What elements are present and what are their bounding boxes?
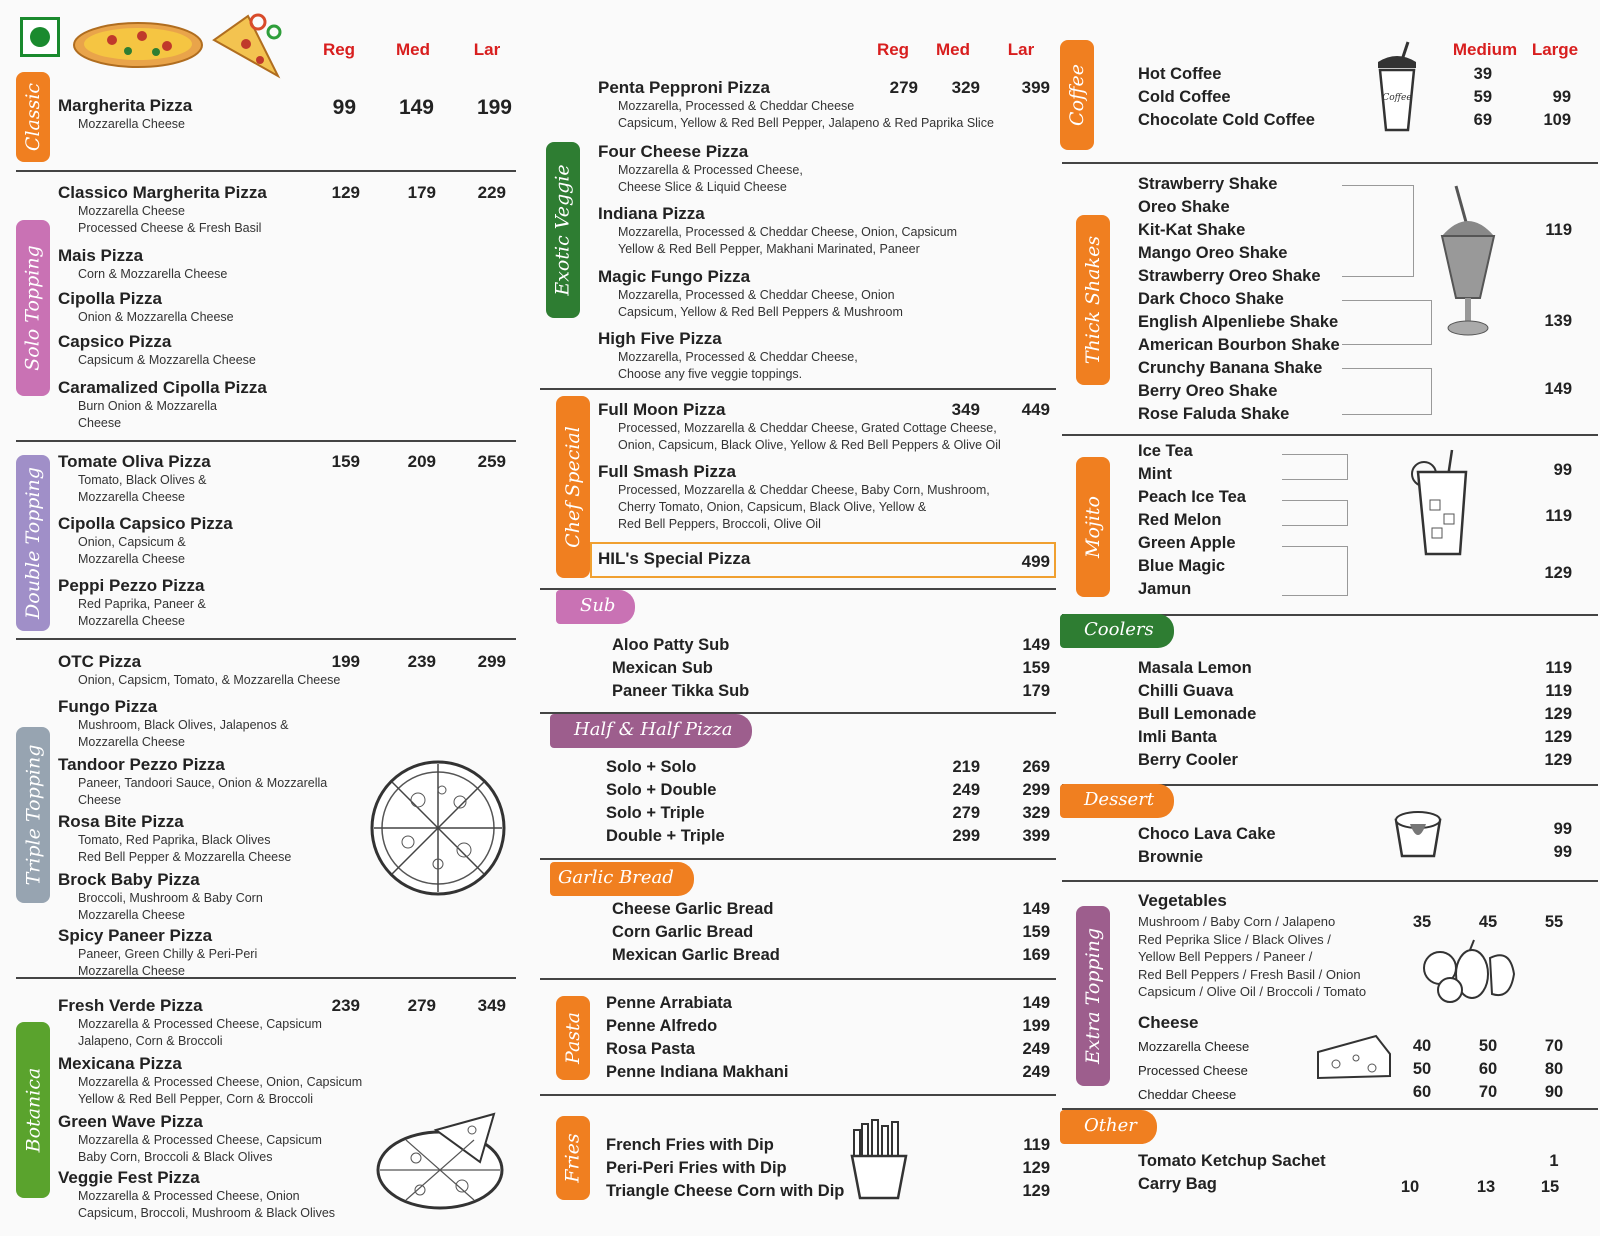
item-penne-indiana-makhani: Penne Indiana Makhani: [606, 1063, 789, 1081]
item-mojito: Blue Magic: [1138, 557, 1226, 575]
price-reg: 279: [889, 78, 918, 97]
shake-price-2: 139: [1544, 312, 1572, 330]
coffee-med-prices: [1452, 63, 1492, 132]
other-list: [1138, 1150, 1326, 1196]
item-mojito: Peach Ice Tea: [1138, 488, 1246, 506]
price: 249: [952, 781, 980, 799]
bracket: [1282, 454, 1348, 480]
fries-icon: [846, 1120, 912, 1200]
price: 50: [1478, 1037, 1498, 1055]
tab-coolers: Coolers: [1060, 614, 1174, 648]
coffee-cup-label: Coffee: [1382, 93, 1412, 103]
mojito-price-1: 99: [1553, 461, 1572, 479]
divider: [16, 638, 516, 640]
price-reg: 199: [331, 652, 360, 671]
divider: [540, 978, 1056, 980]
item-solo-double: Solo + Double: [606, 781, 717, 799]
divider: [1062, 162, 1598, 164]
pizza-column-1: [0, 0, 522, 1236]
price-reg: 99: [332, 96, 356, 119]
price: 279: [952, 804, 980, 822]
price: 99: [1553, 820, 1572, 838]
item-mozzarella-cheese: Mozzarella Cheese: [1138, 1039, 1250, 1054]
price: 129: [1544, 705, 1572, 723]
item-shake: Strawberry Oreo Shake: [1138, 267, 1321, 285]
tab-classic: Classic: [16, 72, 50, 162]
price: 60: [1478, 1060, 1498, 1078]
cheese-mid-prices: [1468, 1035, 1508, 1104]
tab-other: Other: [1060, 1110, 1157, 1144]
price: 269: [1022, 758, 1050, 776]
price: 99: [1552, 88, 1571, 106]
price: 249: [1022, 1040, 1050, 1058]
item-double-triple: Double + Triple: [606, 827, 725, 845]
veg-price-2: 45: [1478, 913, 1498, 931]
item-hot-coffee: Hot Coffee: [1138, 65, 1222, 83]
tab-pasta: Pasta: [556, 996, 590, 1080]
item-peri-peri-fries: Peri-Peri Fries with Dip: [606, 1159, 787, 1177]
divider: [540, 388, 1056, 390]
divider: [1062, 434, 1598, 436]
bracket: [1342, 300, 1432, 345]
price-med: 209: [407, 452, 436, 471]
item-peppi-pezzo: Peppi Pezzo Pizza Red Paprika, Paneer & Mozzarella Cheese: [58, 576, 206, 628]
item-penne-alfredo: Penne Alfredo: [606, 1017, 718, 1035]
tab-dessert: Dessert: [1060, 784, 1174, 818]
item-solo-triple: Solo + Triple: [606, 804, 705, 822]
tab-mojito: Mojito: [1076, 457, 1110, 597]
item-imli-banta: Imli Banta: [1138, 728, 1217, 746]
pizza-slice-icon: [208, 10, 288, 82]
price: 99: [1553, 843, 1572, 861]
vegetables-desc: Mushroom / Baby Corn / Jalapeno Red Peprika Slice / Black Olives / Yellow Bell Peppers / Paneer / Red Bell Peppers / Fresh Basil / Onion Capsicum / Olive Oil / Broccoli / Tomato: [1138, 914, 1367, 999]
pizza-icon: [72, 20, 206, 70]
price: 129: [1022, 1159, 1050, 1177]
veg-mark-icon: [20, 17, 60, 57]
price: 129: [1544, 751, 1572, 769]
price-reg: 239: [331, 996, 360, 1015]
dessert-prices: [1522, 818, 1572, 864]
item-mojito: Red Melon: [1138, 511, 1222, 529]
price: 59: [1473, 88, 1492, 106]
carry-bag-price-3: 15: [1540, 1178, 1560, 1196]
price: 179: [1022, 682, 1050, 700]
item-margherita: Margherita Pizza Mozzarella Cheese: [58, 96, 193, 131]
item-mexicana: Mexicana Pizza Mozzarella & Processed Cheese, Onion, Capsicum Yellow & Red Bell Pepper, Corn & Broccoli: [58, 1054, 363, 1106]
veg-price-1: 35: [1412, 913, 1432, 931]
item-shake: Rose Faluda Shake: [1138, 405, 1290, 423]
cheese-med-prices: [1402, 1035, 1442, 1104]
item-shake: Dark Choco Shake: [1138, 290, 1284, 308]
price: 199: [1022, 1017, 1050, 1035]
item-paneer-tikka-sub: Paneer Tikka Sub: [612, 682, 750, 700]
item-mojito: Green Apple: [1138, 534, 1236, 552]
item-fungo: Fungo Pizza Mushroom, Black Olives, Jalapenos & Mozzarella Cheese: [58, 697, 289, 749]
item-brownie: Brownie: [1138, 848, 1204, 866]
tab-sub: Sub: [556, 590, 635, 624]
item-shake: Oreo Shake: [1138, 198, 1230, 216]
price: 90: [1544, 1083, 1564, 1101]
cheese-title: Cheese: [1138, 1013, 1199, 1032]
item-mexican-garlic-bread: Mexican Garlic Bread: [612, 946, 780, 964]
price: 80: [1544, 1060, 1564, 1078]
garlic-prices: [1000, 898, 1050, 967]
pasta-list: [606, 992, 788, 1084]
header-lar: Lar: [473, 40, 501, 59]
item-chilli-guava: Chilli Guava: [1138, 682, 1234, 700]
header-med: Med: [936, 40, 970, 59]
beverages-column: [1066, 0, 1600, 1236]
item-processed-cheese: Processed Cheese: [1138, 1063, 1248, 1078]
sub-prices: [1000, 634, 1050, 703]
item-full-moon: Full Moon Pizza Processed, Mozzarella & Cheddar Cheese, Grated Cottage Cheese, Onion, Capsicum, Black Olive, Yellow & Red Bell Peppers & Olive Oil: [598, 400, 1001, 452]
other-price-ketchup: 1: [1549, 1152, 1559, 1170]
price-lar: 399: [1021, 78, 1050, 97]
item-caramalized: Caramalized Cipolla Pizza Burn Onion & Mozzarella Cheese: [58, 378, 267, 430]
price-med: 149: [398, 96, 434, 119]
item-fresh-verde: Fresh Verde Pizza Mozzarella & Processed Cheese, Capsicum Jalapeno, Corn & Broccoli: [58, 996, 322, 1048]
garlic-list: [612, 898, 780, 967]
price: 149: [1022, 994, 1050, 1012]
price-lar: 349: [477, 996, 506, 1015]
price-lar: 229: [477, 183, 506, 202]
price-lar: 299: [477, 652, 506, 671]
divider: [16, 170, 516, 172]
bracket: [1282, 500, 1348, 526]
tab-chef-special: Chef Special: [556, 396, 590, 578]
item-veggie-fest: Veggie Fest Pizza Mozzarella & Processed Cheese, Onion Capsicum, Broccoli, Mushroom & Black Olives: [58, 1168, 336, 1220]
coffee-list: [1138, 63, 1315, 132]
item-shake: Mango Oreo Shake: [1138, 244, 1288, 262]
price: 149: [1022, 636, 1050, 654]
price: 399: [1022, 827, 1050, 845]
cheese-lar-prices: [1534, 1035, 1574, 1104]
price: 109: [1543, 111, 1571, 129]
item-carry-bag: Carry Bag: [1138, 1175, 1217, 1193]
item-aloo-patty-sub: Aloo Patty Sub: [612, 636, 730, 654]
carry-bag-price-1: 10: [1400, 1178, 1420, 1196]
item-capsico: Capsico Pizza Capsicum & Mozzarella Cheese: [58, 332, 256, 367]
item-triangle-cheese-corn: Triangle Cheese Corn with Dip: [606, 1182, 845, 1200]
header-medium: Medium: [1452, 40, 1518, 59]
item-penta-pepproni: Penta Pepproni Pizza Mozzarella, Processed & Cheddar Cheese Capsicum, Yellow & Red Bell Pepper, Jalapeno & Red Paprika Slice: [598, 78, 994, 130]
sub-list: [612, 634, 749, 703]
item-bull-lemonade: Bull Lemonade: [1138, 705, 1257, 723]
divider: [540, 1094, 1056, 1096]
shakes-list: [1138, 173, 1340, 426]
vegetables-icon: [1420, 938, 1520, 1004]
coffee-cup-icon: [1372, 42, 1422, 134]
cheese-icon: [1316, 1032, 1392, 1082]
mojito-price-2: 119: [1545, 507, 1572, 525]
bracket: [1342, 368, 1432, 415]
tab-coffee: Coffee: [1060, 40, 1094, 150]
price: 249: [1022, 1063, 1050, 1081]
lava-cake-icon: [1388, 806, 1448, 862]
coolers-list: [1138, 657, 1256, 772]
item-penne-arrabiata: Penne Arrabiata: [606, 994, 732, 1012]
item-tomato-ketchup: Tomato Ketchup Sachet: [1138, 1152, 1326, 1170]
mojito-glass-icon: [1408, 450, 1478, 558]
price: 129: [1544, 728, 1572, 746]
mojito-price-3: 129: [1544, 564, 1572, 582]
price: 119: [1023, 1136, 1050, 1154]
bracket: [1342, 185, 1414, 277]
item-cheddar-cheese: Cheddar Cheese: [1138, 1087, 1237, 1102]
shake-price-3: 149: [1544, 380, 1572, 398]
shake-price-1: 119: [1545, 221, 1572, 239]
header-reg: Reg: [876, 40, 910, 59]
price: [1526, 63, 1571, 86]
price-med: 239: [407, 652, 436, 671]
price-lar: 449: [1021, 400, 1050, 419]
item-masala-lemon: Masala Lemon: [1138, 659, 1252, 677]
coolers-prices: [1522, 657, 1572, 772]
cheese-list: [1138, 1035, 1249, 1107]
item-rosa-pasta: Rosa Pasta: [606, 1040, 695, 1058]
header-lar: Lar: [1007, 40, 1035, 59]
item-cipolla-capsico: Cipolla Capsico Pizza Onion, Capsicum & Mozzarella Cheese: [58, 514, 233, 566]
item-french-fries: French Fries with Dip: [606, 1136, 774, 1154]
price: 70: [1478, 1083, 1498, 1101]
price: 299: [952, 827, 980, 845]
item-cold-coffee: Cold Coffee: [1138, 88, 1231, 106]
price: 169: [1022, 946, 1050, 964]
divider: [16, 977, 516, 979]
price-lar: 199: [476, 96, 512, 119]
tab-exotic-veggie: Exotic Veggie: [546, 142, 580, 318]
carry-bag-price-2: 13: [1476, 1178, 1496, 1196]
dessert-list: [1138, 823, 1276, 869]
tab-triple-topping: Triple Topping: [16, 727, 50, 903]
item-mojito: Jamun: [1138, 580, 1192, 598]
tab-garlic-bread: Garlic Bread: [550, 862, 694, 896]
tab-half-half-pizza: Half & Half Pizza: [550, 714, 752, 748]
whole-pizza-icon: [368, 760, 510, 898]
tab-double-topping: Double Topping: [16, 455, 50, 631]
tab-solo-topping: Solo Topping: [16, 220, 50, 396]
item-cipolla: Cipolla Pizza Onion & Mozzarella Cheese: [58, 289, 234, 324]
pasta-prices: [1000, 992, 1050, 1084]
item-chocolate-cold-coffee: Chocolate Cold Coffee: [1138, 111, 1315, 129]
milkshake-icon: [1436, 186, 1500, 342]
item-four-cheese: Four Cheese Pizza Mozzarella & Processed Cheese, Cheese Slice & Liquid Cheese: [598, 142, 803, 194]
coffee-lar-prices: [1526, 63, 1571, 132]
mojito-list: [1138, 440, 1246, 601]
price-med: 179: [407, 183, 436, 202]
price-lar: 259: [477, 452, 506, 471]
special-pizza-name: HIL's Special Pizza: [598, 549, 751, 568]
item-classico: Classico Margherita Pizza Mozzarella Cheese Processed Cheese & Fresh Basil: [58, 183, 267, 235]
item-shake: American Bourbon Shake: [1138, 336, 1340, 354]
fries-list: [606, 1134, 844, 1203]
tab-botanica: Botanica: [16, 1022, 50, 1198]
item-otc: OTC Pizza Onion, Capsicm, Tomato, & Mozzarella Cheese: [58, 652, 341, 687]
price-med: 279: [407, 996, 436, 1015]
price: 159: [1022, 923, 1050, 941]
price: 60: [1412, 1083, 1432, 1101]
tab-fries: Fries: [556, 1116, 590, 1200]
price-med: 349: [951, 400, 980, 419]
header-med: Med: [396, 40, 430, 59]
pizza-column-2: [550, 0, 1060, 1236]
item-shake: Berry Oreo Shake: [1138, 382, 1278, 400]
item-rosa-bite: Rosa Bite Pizza Tomato, Red Paprika, Black Olives Red Bell Pepper & Mozzarella Cheese: [58, 812, 292, 864]
item-tandoor-pezzo: Tandoor Pezzo Pizza Paneer, Tandoori Sauce, Onion & Mozzarella Cheese: [58, 755, 328, 807]
item-cheese-garlic-bread: Cheese Garlic Bread: [612, 900, 774, 918]
header-large: Large: [1531, 40, 1579, 59]
fries-prices: [1000, 1134, 1050, 1203]
item-mojito: Ice Tea: [1138, 442, 1193, 460]
item-spicy-paneer: Spicy Paneer Pizza Paneer, Green Chilly & Peri-Peri Mozzarella Cheese: [58, 926, 258, 978]
item-mexican-sub: Mexican Sub: [612, 659, 713, 677]
tab-thick-shakes: Thick Shakes: [1076, 215, 1110, 385]
item-berry-cooler: Berry Cooler: [1138, 751, 1238, 769]
bracket: [1282, 546, 1348, 596]
item-mais: Mais Pizza Corn & Mozzarella Cheese: [58, 246, 228, 281]
price: 159: [1022, 659, 1050, 677]
item-green-wave: Green Wave Pizza Mozzarella & Processed Cheese, Capsicum Baby Corn, Broccoli & Black Olives: [58, 1112, 322, 1164]
half-list: [606, 756, 725, 848]
item-brock-baby: Brock Baby Pizza Broccoli, Mushroom & Baby Corn Mozzarella Cheese: [58, 870, 263, 922]
veg-price-3: 55: [1544, 913, 1564, 931]
special-pizza-price: 499: [1021, 552, 1050, 571]
price: 40: [1412, 1037, 1432, 1055]
header-reg: Reg: [322, 40, 356, 59]
price: 50: [1412, 1060, 1432, 1078]
divider: [1062, 880, 1598, 882]
price: 119: [1545, 659, 1572, 677]
item-tomate-oliva: Tomate Oliva Pizza Tomato, Black Olives & Mozzarella Cheese: [58, 452, 211, 504]
item-magic-fungo: Magic Fungo Pizza Mozzarella, Processed & Cheddar Cheese, Onion Capsicum, Yellow & Red Bell Peppers & Mushroom: [598, 267, 903, 319]
item-shake: Kit-Kat Shake: [1138, 221, 1246, 239]
half-med-prices: [930, 756, 980, 848]
price-med: 329: [951, 78, 980, 97]
half-lar-prices: [1000, 756, 1050, 848]
item-shake: English Alpenliebe Shake: [1138, 313, 1339, 331]
price: 39: [1473, 65, 1492, 83]
item-shake: Crunchy Banana Shake: [1138, 359, 1323, 377]
price: 329: [1022, 804, 1050, 822]
divider: [540, 858, 1056, 860]
item-choco-lava-cake: Choco Lava Cake: [1138, 825, 1276, 843]
item-mojito: Mint: [1138, 465, 1172, 483]
item-shake: Strawberry Shake: [1138, 175, 1278, 193]
vegetables-title: Vegetables: [1138, 891, 1227, 910]
price: 70: [1544, 1037, 1564, 1055]
price: 129: [1022, 1182, 1050, 1200]
price: 299: [1022, 781, 1050, 799]
pizza-slice-sketch-icon: [376, 1100, 506, 1212]
item-indiana: Indiana Pizza Mozzarella, Processed & Cheddar Cheese, Onion, Capsicum Yellow & Red Bell Pepper, Makhani Marinated, Paneer: [598, 204, 958, 256]
item-high-five: High Five Pizza Mozzarella, Processed & Cheddar Cheese, Choose any five veggie toppings.: [598, 329, 858, 381]
divider: [16, 440, 516, 442]
price-reg: 159: [331, 452, 360, 471]
price: 119: [1545, 682, 1572, 700]
tab-extra-topping: Extra Topping: [1076, 906, 1110, 1086]
item-full-smash: Full Smash Pizza Processed, Mozzarella & Cheddar Cheese, Baby Corn, Mushroom, Cherry Tomato, Onion, Capsicum, Black Olive, Yellow & Red Bell Peppers, Broccoli, Olive Oil: [598, 462, 990, 531]
item-solo-solo: Solo + Solo: [606, 758, 697, 776]
item-corn-garlic-bread: Corn Garlic Bread: [612, 923, 754, 941]
price: 149: [1022, 900, 1050, 918]
price-reg: 129: [331, 183, 360, 202]
price: 219: [952, 758, 980, 776]
price: 69: [1473, 111, 1492, 129]
